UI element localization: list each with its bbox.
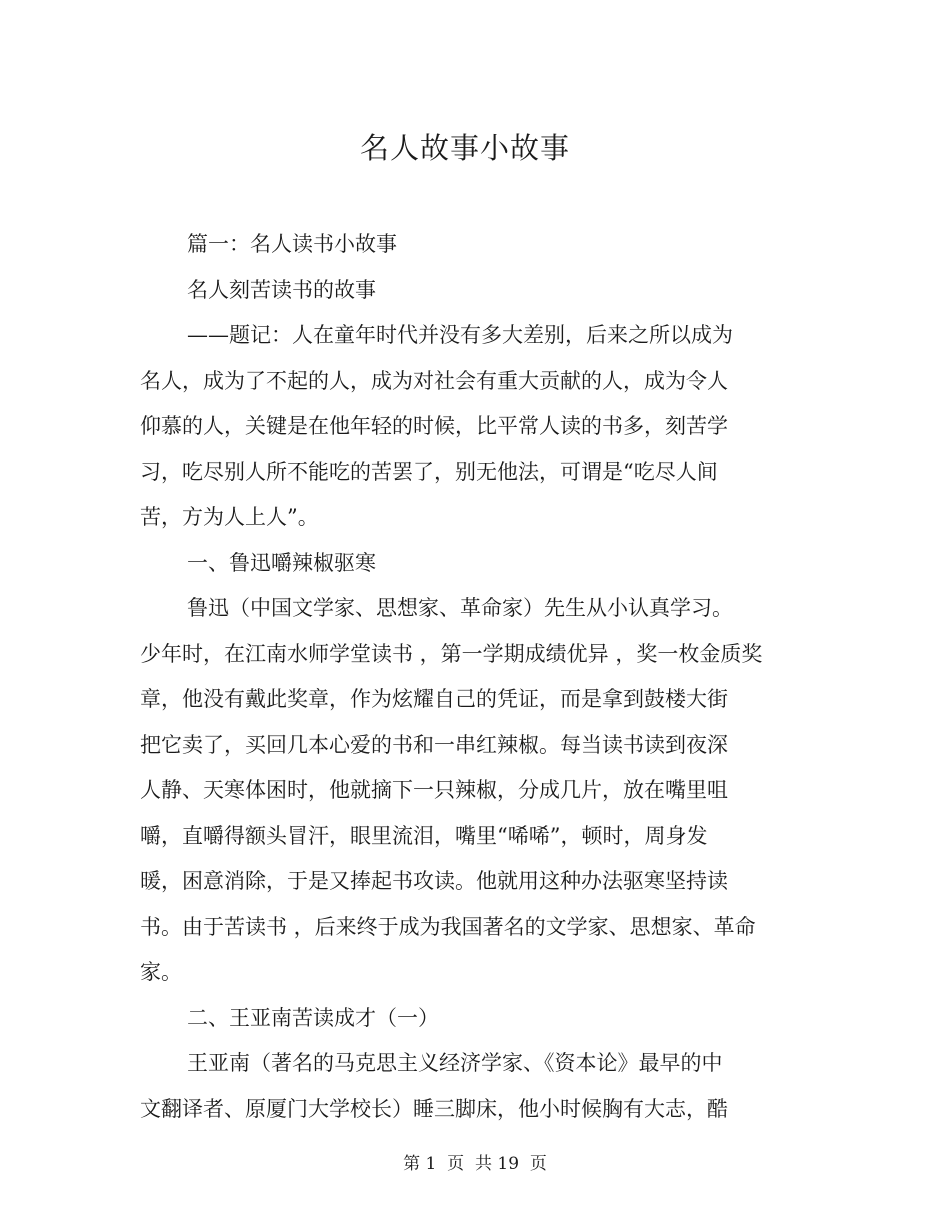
document-body bbox=[140, 222, 790, 1132]
text-line: 苦，方为人上人”。 bbox=[140, 505, 319, 529]
text-line: 王亚南（著名的马克思主义经济学家、《资本论》最早的中 bbox=[187, 1051, 723, 1075]
text-line: 人静、天寒体困时，他就摘下一只辣椒，分成几片，放在嘴里咀 bbox=[140, 778, 728, 802]
text-line: 嚼，直嚼得额头冒汗，眼里流泪，嘴里“唏唏”，顿时，周身发 bbox=[140, 823, 708, 848]
document-title: 名人故事小故事 bbox=[359, 131, 570, 165]
text-line: 暖，困意消除，于是又捧起书攻读。他就用这种办法驱寒坚持读 bbox=[140, 869, 728, 893]
page-footer: 第 1 页 共 19 页 bbox=[403, 1154, 547, 1174]
text-line: 篇一：名人读书小故事 bbox=[187, 232, 397, 256]
text-line: 章，他没有戴此奖章，作为炫耀自己的凭证，而是拿到鼓楼大街 bbox=[140, 687, 728, 711]
text-line: 鲁迅（中国文学家、思想家、革命家）先生从小认真学习。 bbox=[187, 596, 733, 620]
text-line: 一、鲁迅嚼辣椒驱寒 bbox=[187, 550, 376, 575]
text-line: 名人，成为了不起的人，成为对社会有重大贡献的人，成为令人 bbox=[140, 368, 728, 393]
text-line: 名人刻苦读书的故事 bbox=[187, 277, 376, 302]
text-line: ——题记：人在童年时代并没有多大差别，后来之所以成为 bbox=[187, 323, 733, 347]
text-line: 文翻译者、原厦门大学校长）睡三脚床，他小时候胸有大志，酷 bbox=[140, 1096, 728, 1121]
text-line: 二、王亚南苦读成才（一） bbox=[187, 1005, 439, 1030]
text-line: 少年时，在江南水师学堂读书 ，第一学期成绩优异 ，奖一枚金质奖 bbox=[140, 641, 763, 666]
text-line: 习，吃尽别人所不能吃的苦罢了，别无他法，可谓是“吃尽人间 bbox=[140, 459, 718, 484]
text-line: 仰慕的人，关键是在他年轻的时候，比平常人读的书多，刻苦学 bbox=[140, 414, 728, 438]
text-line: 把它卖了，买回几本心爱的书和一串红辣椒。每当读书读到夜深 bbox=[140, 732, 728, 757]
text-line: 书。由于苦读书 ，后来终于成为我国著名的文学家、思想家、革命 bbox=[140, 914, 756, 939]
text-line: 家。 bbox=[140, 960, 182, 984]
